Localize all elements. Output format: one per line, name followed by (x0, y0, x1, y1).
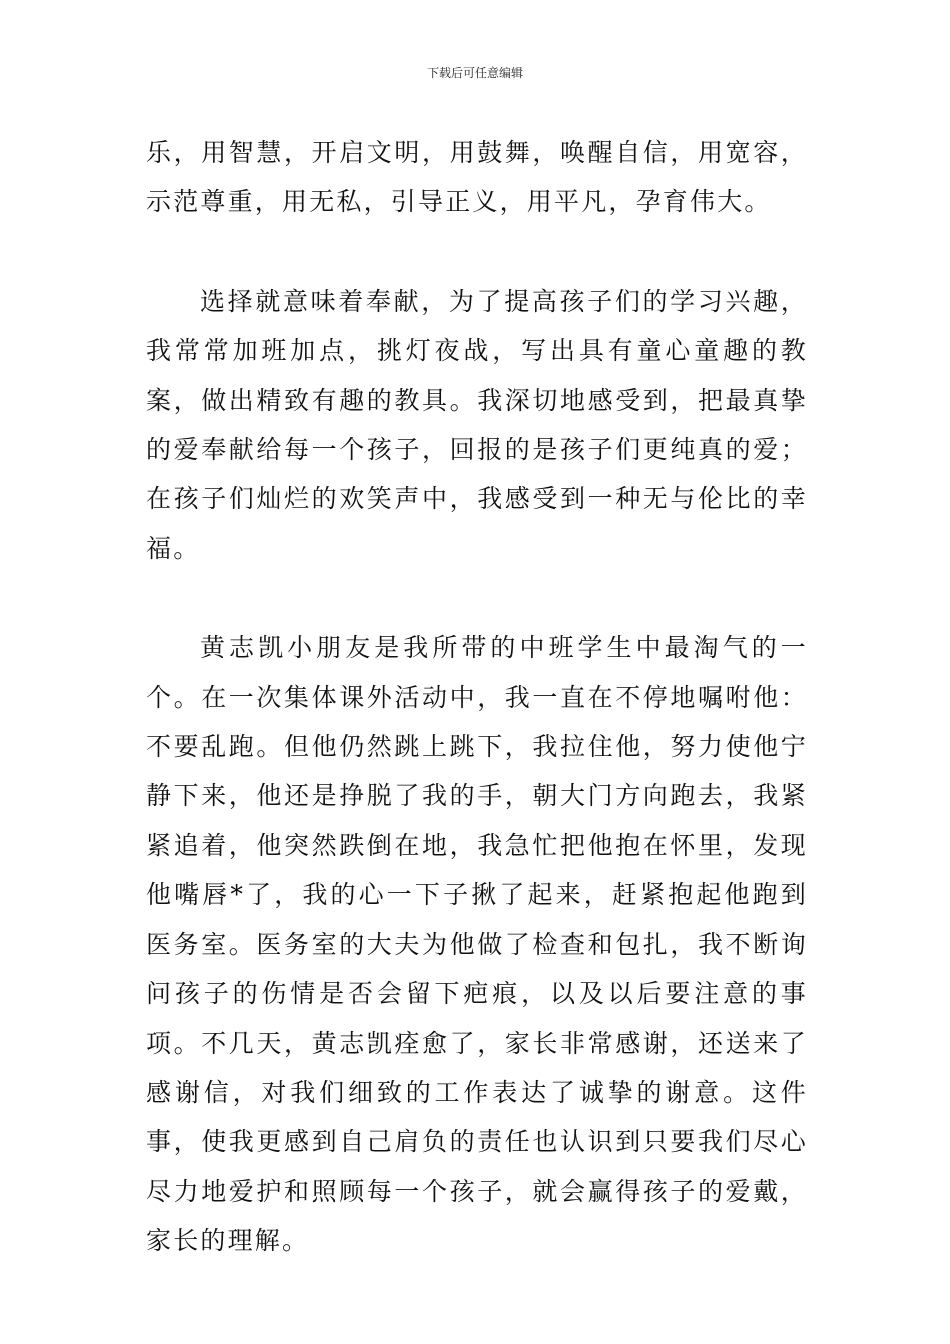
paragraph-story: 黄志凯小朋友是我所带的中班学生中最淘气的一个。在一次集体课外活动中，我一直在不停地嘱咐他：不要乱跑。但他仍然跳上跳下，我拉住他，努力使他宁静下来，他还是挣脱了我的手，朝大门方向跑去，我紧紧追着，他突然跌倒在地，我急忙把他抱在怀里，发现他嘴唇*了，我的心一下子揪了起来，赶紧抱起他跑到医务室。医务室的大夫为他做了检查和包扎，我不断询问孩子的伤情是否会留下疤痕，以及以后要注意的事项。不几天，黄志凯痊愈了，家长非常感谢，还送来了感谢信，对我们细致的工作表达了诚挚的谢意。这件事，使我更感到自己肩负的责任也认识到只要我们尽心尽力地爱护和照顾每一个孩子，就会赢得孩子的爱戴，家长的理解。 (146, 633, 808, 1256)
document-body (146, 128, 808, 1266)
paragraph-continued: 乐，用智慧，开启文明，用鼓舞，唤醒自信，用宽容，示范尊重，用无私，引导正义，用平凡，孕育伟大。 (146, 138, 808, 217)
page-header-note: 下载后可任意编辑 (426, 66, 523, 80)
paragraph-spacer (146, 227, 808, 277)
paragraph-spacer (146, 573, 808, 623)
paragraph-dedication: 选择就意味着奉献，为了提高孩子们的学习兴趣，我常常加班加点，挑灯夜战，写出具有童心童趣的教案，做出精致有趣的教具。我深切地感受到，把最真挚的爱奉献给每一个孩子，回报的是孩子们更纯真的爱；在孩子们灿烂的欢笑声中，我感受到一种无与伦比的幸福。 (146, 286, 808, 563)
